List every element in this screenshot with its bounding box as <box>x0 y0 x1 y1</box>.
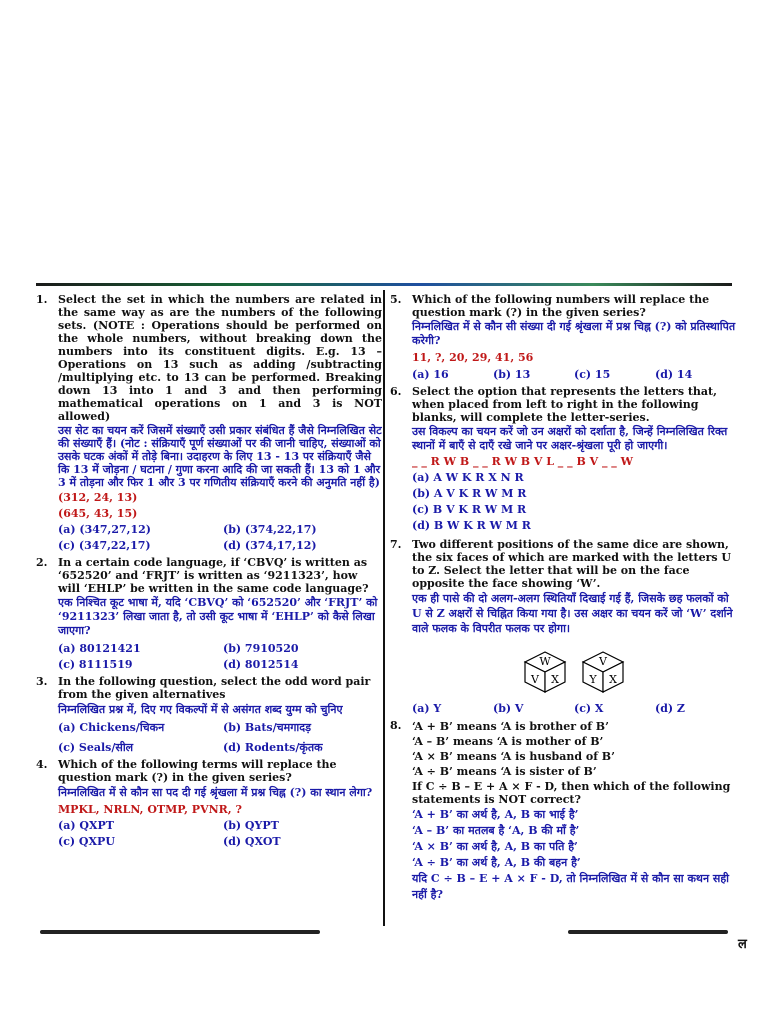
left-column <box>36 293 382 852</box>
option-d[interactable]: (d) B W K R W M R <box>412 519 531 532</box>
question-number: 7. <box>390 538 402 551</box>
question-text-hi: निम्नलिखित प्रश्न में, दिए गए विकल्पों में से असंगत शब्द युग्म को चुनिए <box>58 703 343 716</box>
dice1-right-face: X <box>551 673 559 686</box>
dice-figure <box>412 650 736 694</box>
question-text-en: Which of the following terms will replace the question mark (?) in the given series? <box>58 758 337 784</box>
question-number: 4. <box>36 758 48 771</box>
relation-rule: ‘A ÷ B’ means ‘A is sister of B’ <box>412 765 597 778</box>
option-d[interactable]: (d) Z <box>655 702 685 715</box>
question-number: 5. <box>390 293 402 306</box>
option-b[interactable]: (b) 13 <box>493 368 531 381</box>
option-b[interactable]: (b) A V K R W M R <box>412 487 527 500</box>
given-set-1: (312, 24, 13) <box>58 491 138 504</box>
question-text-hi: एक निश्चित कूट भाषा में, यदि ‘CBVQ’ को ‘652520’ और ‘FRJT’ को ‘9211323’ लिखा जाता है, तो उसी कूट भाषा में ‘EHLP’ को कैसे लिखा जाएगा? <box>58 596 378 637</box>
question-6 <box>390 385 736 534</box>
option-c[interactable]: (c) (347,22,17) <box>58 539 151 552</box>
question-text-en: In the following question, select the odd word pair from the given alternatives <box>58 675 371 701</box>
option-d[interactable]: (d) 8012514 <box>223 658 299 671</box>
option-b[interactable]: (b) V <box>493 702 524 715</box>
question-text-en: If C ÷ B – E + A × F - D, then which of the following statements is NOT correct? <box>412 780 731 806</box>
question-text-en: Select the set in which the numbers are related in the same way as are the numbers of the following sets. (NOTE : Operations should be performed on the whole numbers, without breaking down the numbers into its constituent digits. E.g. 13 – Operations on 13 such as adding /subtracting /multiplying etc. to 13 can be performed. Breaking down 13 into 1 and 3 and then performing mathematical operations on 1 and 3 is NOT allowed) <box>58 293 382 423</box>
question-5 <box>390 293 736 381</box>
option-c[interactable]: (c) QXPU <box>58 835 115 848</box>
right-column <box>390 293 736 907</box>
option-a[interactable]: (a) Y <box>412 702 442 715</box>
option-c[interactable]: (c) 8111519 <box>58 658 133 671</box>
option-a[interactable]: (a) (347,27,12) <box>58 523 152 536</box>
question-text-hi: निम्नलिखित में से कौन सा पद दी गई श्रृंखला में प्रश्न चिह्न (?) का स्थान लेगा? <box>58 786 373 799</box>
option-c[interactable]: (c) X <box>574 702 604 715</box>
dice2-top-face: V <box>599 655 607 668</box>
dice1-left-face: V <box>531 673 539 686</box>
question-number: 2. <box>36 556 48 569</box>
series: MPKL, NRLN, OTMP, PVNR, ? <box>58 803 242 816</box>
relation-rule: ‘A × B’ means ‘A is husband of B’ <box>412 750 615 763</box>
dice1-top-face: W <box>539 655 551 668</box>
option-a[interactable]: (a) Chickens/चिकन <box>58 721 165 734</box>
option-d[interactable]: (d) (374,17,12) <box>223 539 317 552</box>
relation-rule-hi: ‘A + B’ का अर्थ है, A, B का भाई है’ <box>412 808 579 821</box>
relation-rule: ‘A + B’ means ‘A is brother of B’ <box>412 720 609 733</box>
option-b[interactable]: (b) 7910520 <box>223 642 299 655</box>
dice-position-1 <box>523 650 567 694</box>
question-3 <box>36 675 382 754</box>
question-text-hi: एक ही पासे की दो अलग-अलग स्थितियाँ दिखाई गई हैं, जिसके छह फलकों को U से Z अक्षरों से चिह्नित किया गया है। उस अक्षर का चयन करें जो ‘W’ दर्शाने वाले फलक के विपरीत फलक पर होगा। <box>412 592 733 635</box>
relation-rule-hi: ‘A × B’ का अर्थ है, A, B का पति है’ <box>412 840 578 853</box>
series: _ _ R W B _ _ R W B V L _ _ B V _ _ W <box>412 455 633 468</box>
dice2-left-face: Y <box>589 673 597 686</box>
option-d[interactable]: (d) Rodents/कृंतक <box>223 741 323 754</box>
question-number: 3. <box>36 675 48 688</box>
option-a[interactable]: (a) A W K R X N R <box>412 471 524 484</box>
option-a[interactable]: (a) QXPT <box>58 819 114 832</box>
option-c[interactable]: (c) Seals/सील <box>58 741 134 754</box>
option-a[interactable]: (a) 80121421 <box>58 642 141 655</box>
question-text-hi: उस विकल्प का चयन करें जो उन अक्षरों को दर्शाता है, जिन्हें निम्नलिखित रिक्त स्थानों में बाएँ से दाएँ रखे जाने पर अक्षर-श्रृंखला पूरी हो जाएगी। <box>412 425 728 452</box>
option-b[interactable]: (b) (374,22,17) <box>223 523 317 536</box>
footer-bar-left <box>40 930 320 934</box>
question-text-en: Select the option that represents the letters that, when placed from left to right in the following blanks, will complete the letter-series. <box>412 385 717 424</box>
dice-position-2 <box>581 650 625 694</box>
footer-bar-right <box>568 930 728 934</box>
option-d[interactable]: (d) 14 <box>655 368 693 381</box>
given-set-2: (645, 43, 15) <box>58 507 138 520</box>
question-7 <box>390 538 736 715</box>
question-text-en: Two different positions of the same dice are shown, the six faces of which are marked with the letters U to Z. Select the letter that will be on the face opposite the face showing ‘W’. <box>412 538 731 590</box>
option-b[interactable]: (b) QYPT <box>223 819 279 832</box>
question-8 <box>390 719 736 903</box>
footer-mark: ल <box>738 937 747 952</box>
question-1 <box>36 293 382 552</box>
option-a[interactable]: (a) 16 <box>412 368 449 381</box>
relation-rule-hi: ‘A ÷ B’ का अर्थ है, A, B की बहन है’ <box>412 856 581 869</box>
question-text-hi: यदि C ÷ B – E + A × F - D, तो निम्नलिखित में से कौन सा कथन सही नहीं है? <box>412 872 730 901</box>
relation-rule-hi: ‘A – B’ का मतलब है ‘A, B की माँ है’ <box>412 824 580 837</box>
option-c[interactable]: (c) B V K R W M R <box>412 503 527 516</box>
option-c[interactable]: (c) 15 <box>574 368 611 381</box>
question-2 <box>36 556 382 671</box>
question-4 <box>36 758 382 848</box>
question-text-en: In a certain code language, if ‘CBVQ’ is written as ‘652520’ and ‘FRJT’ is written as ‘9211323’, how will ‘EHLP’ be written in the same code language? <box>58 556 369 595</box>
option-b[interactable]: (b) Bats/चमगादड़ <box>223 721 311 734</box>
question-text-hi: उस सेट का चयन करें जिसमें संख्याएँ उसी प्रकार संबंधित हैं जैसे निम्नलिखित सेट की संख्याएँ हैं। (नोट : संक्रियाएँ पूर्ण संख्याओं पर की जानी चाहिए, संख्याओं को उसके घटक अंकों में तोड़े बिना। उदाहरण के लिए 13 - 13 पर संक्रियाएँ जैसे कि 13 में जोड़ना / घटाना / गुणा करना आदि की जा सकती हैं। 13 को 1 और 3 में तोड़ना और फिर 1 और 3 पर गणितीय संक्रियाएँ करने की अनुमति नहीं है) <box>58 424 382 489</box>
question-text-en: Which of the following numbers will replace the question mark (?) in the given series? <box>412 293 710 319</box>
series: 11, ?, 20, 29, 41, 56 <box>412 351 534 364</box>
option-d[interactable]: (d) QXOT <box>223 835 281 848</box>
relation-rule: ‘A – B’ means ‘A is mother of B’ <box>412 735 604 748</box>
question-number: 8. <box>390 719 402 732</box>
question-number: 1. <box>36 293 48 306</box>
header-rule <box>36 283 732 286</box>
question-text-hi: निम्नलिखित में से कौन सी संख्या दी गई श्रृंखला में प्रश्न चिह्न (?) को प्रतिस्थापित करेगी? <box>412 320 736 347</box>
column-divider <box>383 290 385 926</box>
question-number: 6. <box>390 385 402 398</box>
dice2-right-face: X <box>609 673 617 686</box>
